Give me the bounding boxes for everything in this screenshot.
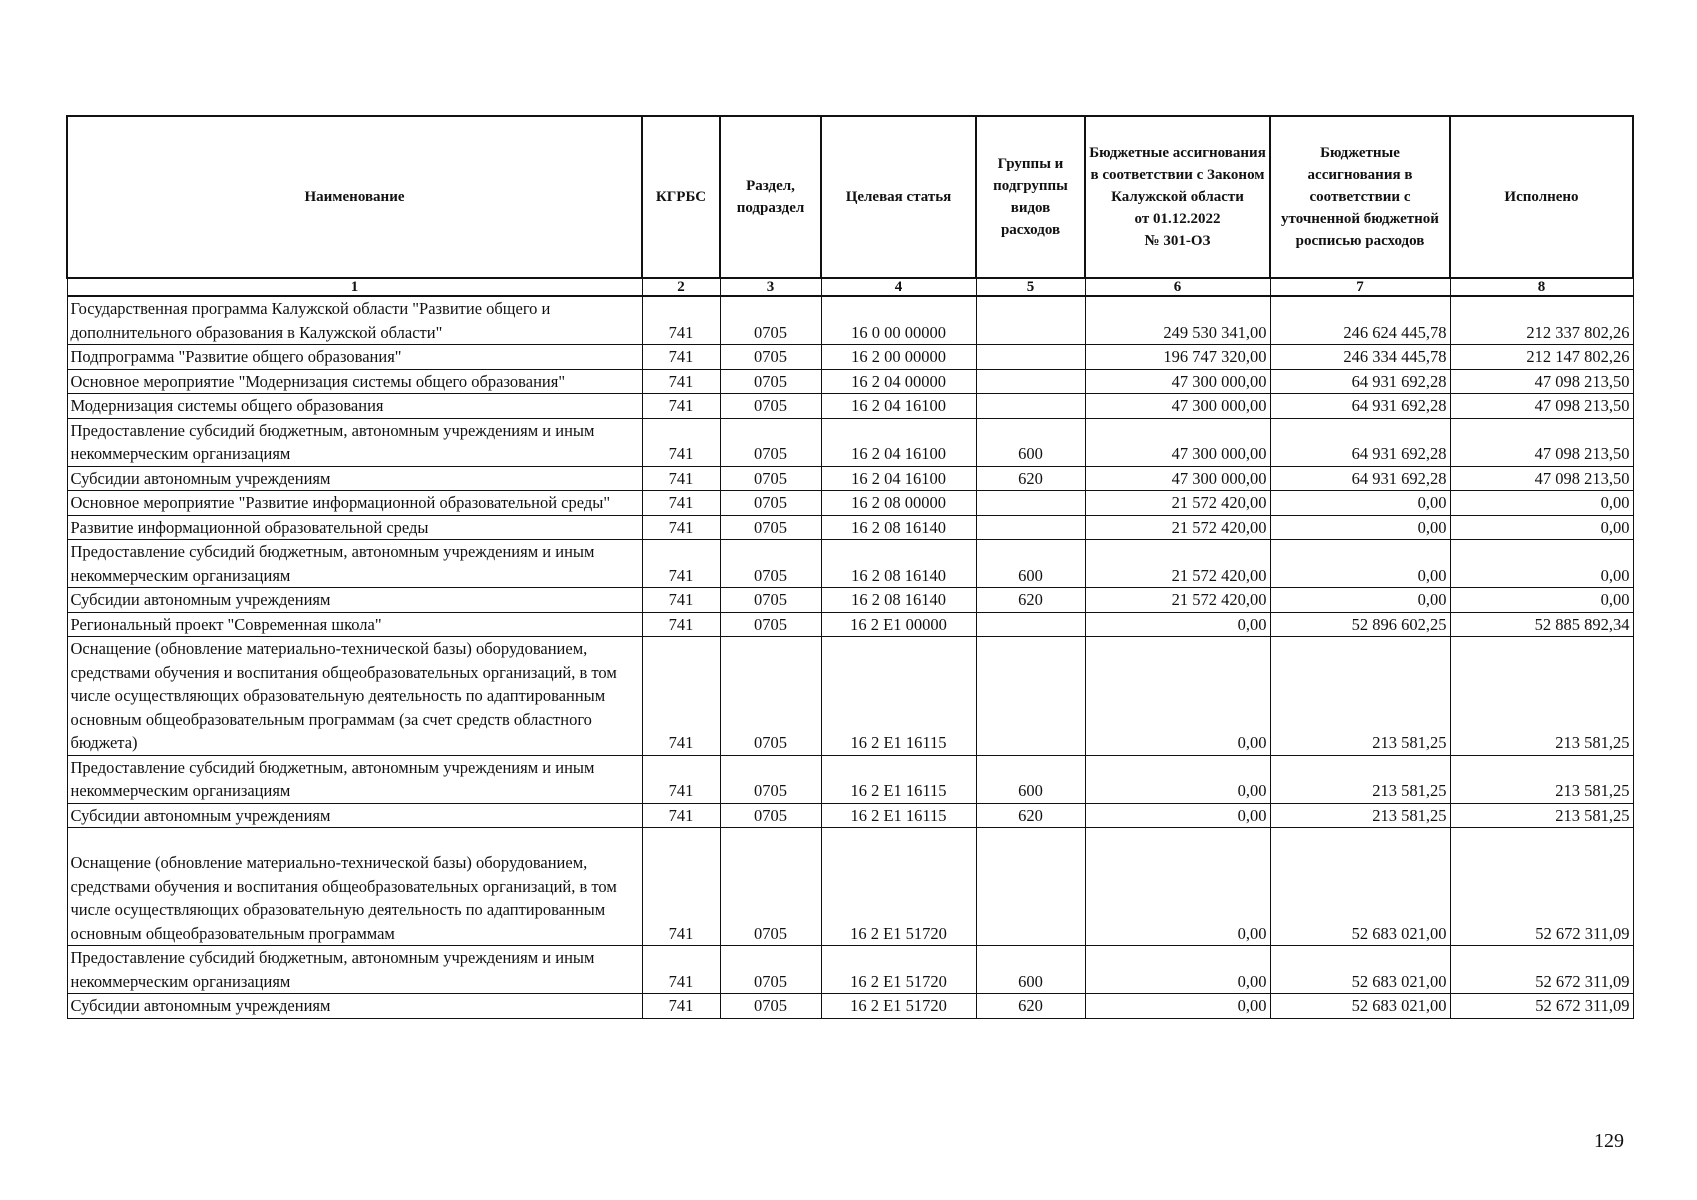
column-number: 3 <box>720 278 821 296</box>
row-group <box>976 637 1085 756</box>
table-row <box>67 540 1633 588</box>
row-budget-law: 0,00 <box>1085 637 1270 756</box>
row-name: Подпрограмма "Развитие общего образования" <box>67 345 642 370</box>
row-group: 600 <box>976 540 1085 588</box>
header-target: Целевая статья <box>821 116 976 278</box>
row-budget-refined: 0,00 <box>1270 588 1450 613</box>
row-name: Модернизация системы общего образования <box>67 394 642 419</box>
row-budget-refined: 0,00 <box>1270 491 1450 516</box>
row-budget-law: 196 747 320,00 <box>1085 345 1270 370</box>
table-row <box>67 946 1633 994</box>
column-number: 4 <box>821 278 976 296</box>
row-kgrbs: 741 <box>642 612 720 637</box>
row-section: 0705 <box>720 466 821 491</box>
row-group <box>976 369 1085 394</box>
row-section: 0705 <box>720 394 821 419</box>
table-row <box>67 369 1633 394</box>
row-target: 16 2 04 00000 <box>821 369 976 394</box>
header-groups: Группы и подгруппы видов расходов <box>976 116 1085 278</box>
row-budget-refined: 64 931 692,28 <box>1270 369 1450 394</box>
row-executed: 213 581,25 <box>1450 803 1633 828</box>
row-executed: 0,00 <box>1450 540 1633 588</box>
row-budget-law: 47 300 000,00 <box>1085 394 1270 419</box>
column-number: 7 <box>1270 278 1450 296</box>
table-row <box>67 828 1633 946</box>
table-row <box>67 588 1633 613</box>
row-budget-refined: 246 624 445,78 <box>1270 296 1450 345</box>
row-budget-law: 0,00 <box>1085 828 1270 946</box>
row-target: 16 2 04 16100 <box>821 466 976 491</box>
row-budget-law: 21 572 420,00 <box>1085 540 1270 588</box>
row-kgrbs: 741 <box>642 515 720 540</box>
column-number-row <box>67 278 1633 296</box>
header-budget-law-line2: от 01.12.2022 <box>1134 211 1221 227</box>
header-budget-law-line3: № 301-ОЗ <box>1144 233 1211 249</box>
row-section: 0705 <box>720 755 821 803</box>
row-budget-law: 0,00 <box>1085 755 1270 803</box>
row-group: 600 <box>976 418 1085 466</box>
row-budget-refined: 64 931 692,28 <box>1270 466 1450 491</box>
row-kgrbs: 741 <box>642 588 720 613</box>
row-target: 16 2 E1 16115 <box>821 637 976 756</box>
table-row <box>67 637 1633 756</box>
table-body <box>67 296 1633 1018</box>
row-kgrbs: 741 <box>642 466 720 491</box>
row-section: 0705 <box>720 491 821 516</box>
row-kgrbs: 741 <box>642 418 720 466</box>
row-budget-law: 0,00 <box>1085 994 1270 1019</box>
row-budget-law: 21 572 420,00 <box>1085 588 1270 613</box>
row-executed: 0,00 <box>1450 491 1633 516</box>
row-executed: 0,00 <box>1450 515 1633 540</box>
table-row <box>67 394 1633 419</box>
row-kgrbs: 741 <box>642 491 720 516</box>
header-kgrbs: КГРБС <box>642 116 720 278</box>
row-section: 0705 <box>720 296 821 345</box>
row-executed: 52 885 892,34 <box>1450 612 1633 637</box>
row-budget-law: 249 530 341,00 <box>1085 296 1270 345</box>
header-name: Наименование <box>67 116 642 278</box>
row-budget-law: 21 572 420,00 <box>1085 491 1270 516</box>
row-executed: 212 337 802,26 <box>1450 296 1633 345</box>
row-section: 0705 <box>720 345 821 370</box>
row-executed: 47 098 213,50 <box>1450 369 1633 394</box>
row-budget-refined: 0,00 <box>1270 515 1450 540</box>
row-budget-refined: 64 931 692,28 <box>1270 394 1450 419</box>
row-kgrbs: 741 <box>642 540 720 588</box>
header-budget-refined: Бюджетные ассигнования в соответствии с уточненной бюджетной росписью расходов <box>1270 116 1450 278</box>
row-name: Оснащение (обновление материально-технической базы) оборудованием, средствами обучения и воспитания общеобразовательных организаций, в том числе осуществляющих образовательную деятельность по адаптированным основным общеобразовательным программам <box>67 828 642 946</box>
row-target: 16 2 E1 51720 <box>821 946 976 994</box>
row-target: 16 2 E1 51720 <box>821 994 976 1019</box>
row-kgrbs: 741 <box>642 946 720 994</box>
row-kgrbs: 741 <box>642 828 720 946</box>
table-row <box>67 491 1633 516</box>
table-row <box>67 803 1633 828</box>
row-name: Основное мероприятие "Модернизация системы общего образования" <box>67 369 642 394</box>
header-executed: Исполнено <box>1450 116 1633 278</box>
column-number: 6 <box>1085 278 1270 296</box>
row-target: 16 2 E1 00000 <box>821 612 976 637</box>
row-budget-refined: 213 581,25 <box>1270 755 1450 803</box>
row-kgrbs: 741 <box>642 369 720 394</box>
row-budget-law: 21 572 420,00 <box>1085 515 1270 540</box>
row-budget-refined: 52 896 602,25 <box>1270 612 1450 637</box>
row-name: Субсидии автономным учреждениям <box>67 466 642 491</box>
row-budget-refined: 0,00 <box>1270 540 1450 588</box>
table-row <box>67 296 1633 345</box>
row-executed: 47 098 213,50 <box>1450 466 1633 491</box>
row-executed: 47 098 213,50 <box>1450 394 1633 419</box>
row-target: 16 0 00 00000 <box>821 296 976 345</box>
row-budget-law: 47 300 000,00 <box>1085 466 1270 491</box>
row-budget-refined: 52 683 021,00 <box>1270 994 1450 1019</box>
row-group <box>976 515 1085 540</box>
row-section: 0705 <box>720 369 821 394</box>
row-executed: 52 672 311,09 <box>1450 828 1633 946</box>
row-budget-law: 0,00 <box>1085 803 1270 828</box>
row-group: 620 <box>976 994 1085 1019</box>
row-kgrbs: 741 <box>642 394 720 419</box>
row-group <box>976 491 1085 516</box>
row-budget-refined: 52 683 021,00 <box>1270 946 1450 994</box>
row-budget-refined: 64 931 692,28 <box>1270 418 1450 466</box>
row-name: Предоставление субсидий бюджетным, автономным учреждениям и иным некоммерческим организациям <box>67 540 642 588</box>
row-section: 0705 <box>720 540 821 588</box>
table-row <box>67 418 1633 466</box>
row-section: 0705 <box>720 803 821 828</box>
row-group: 600 <box>976 946 1085 994</box>
column-number: 2 <box>642 278 720 296</box>
row-kgrbs: 741 <box>642 345 720 370</box>
row-budget-refined: 213 581,25 <box>1270 637 1450 756</box>
row-group: 620 <box>976 588 1085 613</box>
row-executed: 0,00 <box>1450 588 1633 613</box>
row-group <box>976 612 1085 637</box>
row-section: 0705 <box>720 994 821 1019</box>
row-name: Основное мероприятие "Развитие информационной образовательной среды" <box>67 491 642 516</box>
row-target: 16 2 04 16100 <box>821 394 976 419</box>
row-kgrbs: 741 <box>642 755 720 803</box>
row-executed: 212 147 802,26 <box>1450 345 1633 370</box>
table-row <box>67 345 1633 370</box>
row-name: Субсидии автономным учреждениям <box>67 803 642 828</box>
row-name: Субсидии автономным учреждениям <box>67 994 642 1019</box>
row-name: Оснащение (обновление материально-технической базы) оборудованием, средствами обучения и воспитания общеобразовательных организаций, в том числе осуществляющих образовательную деятельность по адаптированным основным общеобразовательным программам (за счет средств областного бюджета) <box>67 637 642 756</box>
row-executed: 52 672 311,09 <box>1450 946 1633 994</box>
row-section: 0705 <box>720 946 821 994</box>
row-target: 16 2 08 16140 <box>821 588 976 613</box>
row-executed: 52 672 311,09 <box>1450 994 1633 1019</box>
row-section: 0705 <box>720 418 821 466</box>
row-kgrbs: 741 <box>642 296 720 345</box>
header-budget-law <box>1085 116 1270 278</box>
row-budget-refined: 246 334 445,78 <box>1270 345 1450 370</box>
row-target: 16 2 E1 16115 <box>821 755 976 803</box>
table-row <box>67 612 1633 637</box>
table-row <box>67 466 1633 491</box>
row-executed: 213 581,25 <box>1450 637 1633 756</box>
row-budget-refined: 52 683 021,00 <box>1270 828 1450 946</box>
row-group: 620 <box>976 466 1085 491</box>
row-name: Предоставление субсидий бюджетным, автономным учреждениям и иным некоммерческим организациям <box>67 418 642 466</box>
row-group: 620 <box>976 803 1085 828</box>
table-row <box>67 994 1633 1019</box>
row-group: 600 <box>976 755 1085 803</box>
row-group <box>976 828 1085 946</box>
row-kgrbs: 741 <box>642 803 720 828</box>
row-name: Субсидии автономным учреждениям <box>67 588 642 613</box>
row-section: 0705 <box>720 612 821 637</box>
row-name: Развитие информационной образовательной среды <box>67 515 642 540</box>
row-kgrbs: 741 <box>642 637 720 756</box>
row-section: 0705 <box>720 588 821 613</box>
column-number: 1 <box>67 278 642 296</box>
row-target: 16 2 08 16140 <box>821 515 976 540</box>
row-section: 0705 <box>720 637 821 756</box>
row-budget-law: 0,00 <box>1085 612 1270 637</box>
row-budget-law: 0,00 <box>1085 946 1270 994</box>
row-name: Предоставление субсидий бюджетным, автономным учреждениям и иным некоммерческим организациям <box>67 946 642 994</box>
column-number: 5 <box>976 278 1085 296</box>
row-budget-law: 47 300 000,00 <box>1085 369 1270 394</box>
table-row <box>67 515 1633 540</box>
row-kgrbs: 741 <box>642 994 720 1019</box>
row-budget-refined: 213 581,25 <box>1270 803 1450 828</box>
row-name: Региональный проект "Современная школа" <box>67 612 642 637</box>
header-budget-law-line1: Бюджетные ассигнования в соответствии с Законом Калужской области <box>1089 145 1266 205</box>
row-name: Предоставление субсидий бюджетным, автономным учреждениям и иным некоммерческим организациям <box>67 755 642 803</box>
row-target: 16 2 00 00000 <box>821 345 976 370</box>
row-name: Государственная программа Калужской области "Развитие общего и дополнительного образования в Калужской области" <box>67 296 642 345</box>
budget-table <box>66 115 1634 1019</box>
row-section: 0705 <box>720 515 821 540</box>
row-budget-law: 47 300 000,00 <box>1085 418 1270 466</box>
header-section: Раздел, подраздел <box>720 116 821 278</box>
row-target: 16 2 E1 51720 <box>821 828 976 946</box>
row-group <box>976 296 1085 345</box>
table-row <box>67 755 1633 803</box>
row-executed: 47 098 213,50 <box>1450 418 1633 466</box>
row-group <box>976 394 1085 419</box>
page-number: 129 <box>1594 1130 1624 1152</box>
row-target: 16 2 E1 16115 <box>821 803 976 828</box>
header-row <box>67 116 1633 278</box>
row-section: 0705 <box>720 828 821 946</box>
column-number: 8 <box>1450 278 1633 296</box>
row-target: 16 2 08 00000 <box>821 491 976 516</box>
row-executed: 213 581,25 <box>1450 755 1633 803</box>
row-target: 16 2 08 16140 <box>821 540 976 588</box>
row-group <box>976 345 1085 370</box>
row-target: 16 2 04 16100 <box>821 418 976 466</box>
